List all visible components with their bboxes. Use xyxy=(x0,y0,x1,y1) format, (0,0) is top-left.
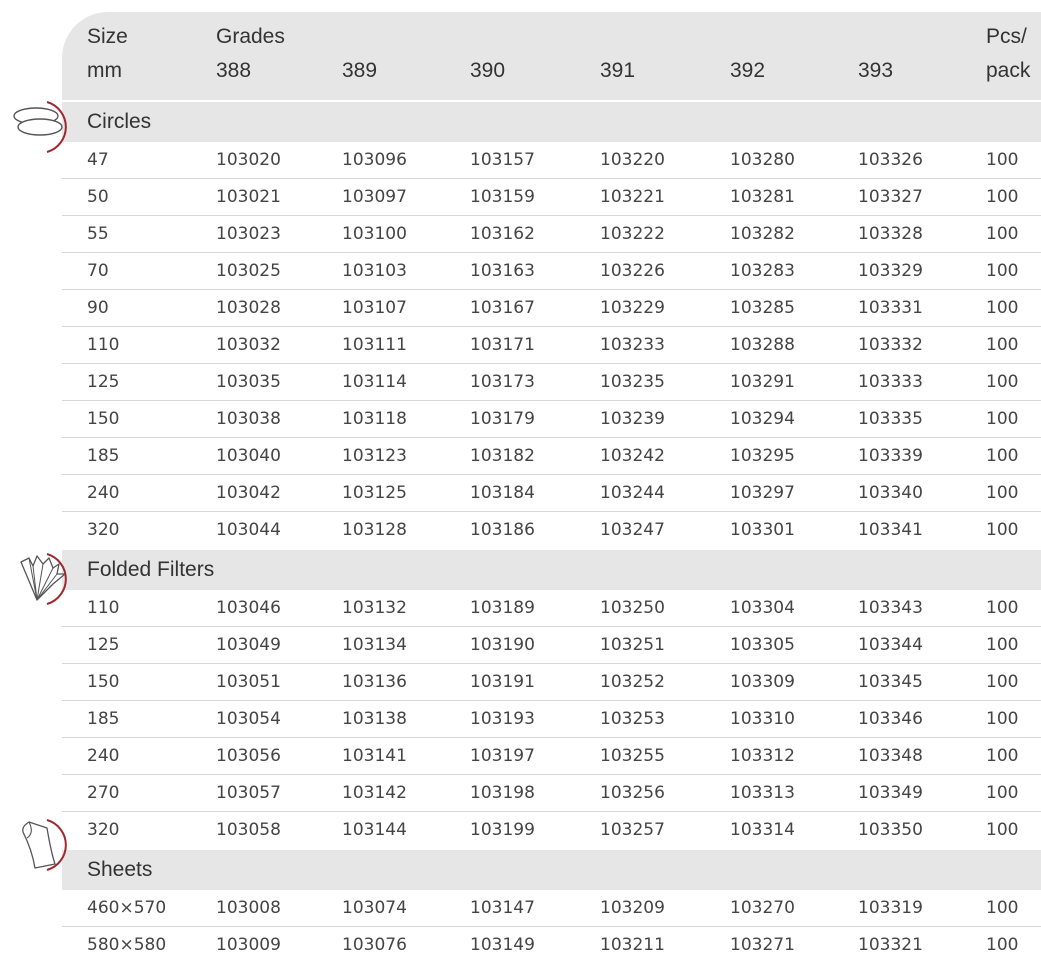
grade-393-cell: 103344 xyxy=(858,635,923,655)
grade-390-cell: 103167 xyxy=(470,298,535,318)
grade-392-cell: 103288 xyxy=(730,335,795,355)
pcs-per-pack-cell: 100 xyxy=(986,598,1019,618)
pcs-per-pack-cell: 100 xyxy=(986,261,1019,281)
grade-388-cell: 103020 xyxy=(216,150,281,170)
grade-391-cell: 103247 xyxy=(600,520,665,540)
pcs-header: Pcs/ xyxy=(986,25,1027,48)
table-row xyxy=(62,216,1041,253)
section-rows-circles xyxy=(62,142,1041,548)
size-cell: 150 xyxy=(87,672,120,692)
grade-392-cell: 103312 xyxy=(730,746,795,766)
grade-390-cell: 103157 xyxy=(470,150,535,170)
grade-392-cell: 103297 xyxy=(730,483,795,503)
grade-header: 391 xyxy=(600,59,636,82)
pack-header: pack xyxy=(986,59,1031,82)
grade-388-cell: 103032 xyxy=(216,335,281,355)
table-row xyxy=(62,738,1041,775)
grade-391-cell: 103244 xyxy=(600,483,665,503)
table-row xyxy=(62,401,1041,438)
pcs-per-pack-cell: 100 xyxy=(986,409,1019,429)
grade-391-cell: 103222 xyxy=(600,224,665,244)
size-cell: 320 xyxy=(87,520,120,540)
grade-header: 393 xyxy=(858,59,894,82)
pcs-per-pack-cell: 100 xyxy=(986,746,1019,766)
grade-390-cell: 103149 xyxy=(470,935,535,955)
size-cell: 580×580 xyxy=(87,935,167,955)
grade-388-cell: 103044 xyxy=(216,520,281,540)
grade-388-cell: 103042 xyxy=(216,483,281,503)
size-cell: 320 xyxy=(87,820,120,840)
grade-393-cell: 103333 xyxy=(858,372,923,392)
grade-392-cell: 103270 xyxy=(730,898,795,918)
pcs-per-pack-cell: 100 xyxy=(986,783,1019,803)
size-cell: 125 xyxy=(87,635,120,655)
grade-392-cell: 103281 xyxy=(730,187,795,207)
section-rows-sheets xyxy=(62,890,1041,963)
pcs-per-pack-cell: 100 xyxy=(986,935,1019,955)
table-row xyxy=(62,627,1041,664)
grade-389-cell: 103100 xyxy=(342,224,407,244)
grade-388-cell: 103025 xyxy=(216,261,281,281)
grade-392-cell: 103280 xyxy=(730,150,795,170)
grade-388-cell: 103023 xyxy=(216,224,281,244)
grade-391-cell: 103252 xyxy=(600,672,665,692)
grade-388-cell: 103058 xyxy=(216,820,281,840)
pcs-per-pack-cell: 100 xyxy=(986,446,1019,466)
grade-390-cell: 103191 xyxy=(470,672,535,692)
grade-388-cell: 103008 xyxy=(216,898,281,918)
grade-389-cell: 103125 xyxy=(342,483,407,503)
grade-390-cell: 103198 xyxy=(470,783,535,803)
grade-389-cell: 103096 xyxy=(342,150,407,170)
grade-393-cell: 103345 xyxy=(858,672,923,692)
grade-393-cell: 103326 xyxy=(858,150,923,170)
grade-388-cell: 103049 xyxy=(216,635,281,655)
size-cell: 240 xyxy=(87,483,120,503)
size-cell: 240 xyxy=(87,746,120,766)
circles-icon xyxy=(7,98,71,154)
table-row xyxy=(62,142,1041,179)
size-cell: 185 xyxy=(87,709,120,729)
grade-391-cell: 103251 xyxy=(600,635,665,655)
grade-389-cell: 103132 xyxy=(342,598,407,618)
grade-391-cell: 103250 xyxy=(600,598,665,618)
grade-392-cell: 103285 xyxy=(730,298,795,318)
pcs-per-pack-cell: 100 xyxy=(986,372,1019,392)
grade-393-cell: 103319 xyxy=(858,898,923,918)
size-cell: 150 xyxy=(87,409,120,429)
table-row xyxy=(62,475,1041,512)
grade-392-cell: 103294 xyxy=(730,409,795,429)
product-table xyxy=(62,12,1041,963)
table-row xyxy=(62,438,1041,475)
table-row xyxy=(62,590,1041,627)
grade-391-cell: 103255 xyxy=(600,746,665,766)
grade-header: 392 xyxy=(730,59,766,82)
table-row xyxy=(62,512,1041,548)
grade-391-cell: 103242 xyxy=(600,446,665,466)
grade-389-cell: 103114 xyxy=(342,372,407,392)
grade-388-cell: 103028 xyxy=(216,298,281,318)
table-row xyxy=(62,890,1041,927)
grade-390-cell: 103162 xyxy=(470,224,535,244)
section-rows-folded-filters xyxy=(62,590,1041,848)
grade-390-cell: 103171 xyxy=(470,335,535,355)
pcs-per-pack-cell: 100 xyxy=(986,635,1019,655)
grade-390-cell: 103163 xyxy=(470,261,535,281)
grade-390-cell: 103189 xyxy=(470,598,535,618)
grade-388-cell: 103057 xyxy=(216,783,281,803)
grade-392-cell: 103313 xyxy=(730,783,795,803)
table-row xyxy=(62,664,1041,701)
grade-390-cell: 103147 xyxy=(470,898,535,918)
grade-392-cell: 103271 xyxy=(730,935,795,955)
grade-390-cell: 103184 xyxy=(470,483,535,503)
size-cell: 110 xyxy=(87,598,120,618)
grade-391-cell: 103253 xyxy=(600,709,665,729)
grade-390-cell: 103186 xyxy=(470,520,535,540)
grade-391-cell: 103209 xyxy=(600,898,665,918)
grade-393-cell: 103349 xyxy=(858,783,923,803)
grade-389-cell: 103076 xyxy=(342,935,407,955)
table-row xyxy=(62,290,1041,327)
grade-391-cell: 103229 xyxy=(600,298,665,318)
grade-393-cell: 103335 xyxy=(858,409,923,429)
grade-392-cell: 103304 xyxy=(730,598,795,618)
grade-392-cell: 103301 xyxy=(730,520,795,540)
grade-389-cell: 103128 xyxy=(342,520,407,540)
size-cell: 460×570 xyxy=(87,898,167,918)
grade-389-cell: 103142 xyxy=(342,783,407,803)
size-cell: 270 xyxy=(87,783,120,803)
section-title: Sheets xyxy=(87,858,153,881)
table-row xyxy=(62,179,1041,216)
grade-390-cell: 103190 xyxy=(470,635,535,655)
grade-393-cell: 103321 xyxy=(858,935,923,955)
pcs-per-pack-cell: 100 xyxy=(986,898,1019,918)
grade-393-cell: 103343 xyxy=(858,598,923,618)
grade-393-cell: 103339 xyxy=(858,446,923,466)
grade-390-cell: 103199 xyxy=(470,820,535,840)
pcs-per-pack-cell: 100 xyxy=(986,298,1019,318)
grade-390-cell: 103182 xyxy=(470,446,535,466)
grade-388-cell: 103046 xyxy=(216,598,281,618)
grade-389-cell: 103144 xyxy=(342,820,407,840)
table-row xyxy=(62,927,1041,963)
grade-393-cell: 103340 xyxy=(858,483,923,503)
size-cell: 185 xyxy=(87,446,120,466)
size-unit-header: mm xyxy=(87,59,122,82)
table-row xyxy=(62,327,1041,364)
grade-391-cell: 103221 xyxy=(600,187,665,207)
grade-388-cell: 103040 xyxy=(216,446,281,466)
grade-393-cell: 103332 xyxy=(858,335,923,355)
grade-393-cell: 103341 xyxy=(858,520,923,540)
grade-389-cell: 103141 xyxy=(342,746,407,766)
table-row xyxy=(62,701,1041,738)
grade-392-cell: 103282 xyxy=(730,224,795,244)
table-row xyxy=(62,775,1041,812)
grade-393-cell: 103350 xyxy=(858,820,923,840)
grade-header: 390 xyxy=(470,59,506,82)
grade-391-cell: 103211 xyxy=(600,935,665,955)
sheet-icon xyxy=(7,816,71,872)
grade-391-cell: 103257 xyxy=(600,820,665,840)
section-title: Circles xyxy=(87,110,152,133)
grade-392-cell: 103295 xyxy=(730,446,795,466)
grade-390-cell: 103179 xyxy=(470,409,535,429)
pcs-per-pack-cell: 100 xyxy=(986,483,1019,503)
grade-389-cell: 103074 xyxy=(342,898,407,918)
pcs-per-pack-cell: 100 xyxy=(986,335,1019,355)
section-circles xyxy=(62,102,1041,142)
grade-388-cell: 103038 xyxy=(216,409,281,429)
size-cell: 55 xyxy=(87,224,109,244)
table-row xyxy=(62,364,1041,401)
grade-393-cell: 103327 xyxy=(858,187,923,207)
grade-388-cell: 103056 xyxy=(216,746,281,766)
size-cell: 47 xyxy=(87,150,109,170)
grade-393-cell: 103348 xyxy=(858,746,923,766)
folded-filter-icon xyxy=(7,550,71,606)
grade-392-cell: 103283 xyxy=(730,261,795,281)
pcs-per-pack-cell: 100 xyxy=(986,820,1019,840)
grade-391-cell: 103226 xyxy=(600,261,665,281)
table-row xyxy=(62,253,1041,290)
grade-388-cell: 103021 xyxy=(216,187,281,207)
grade-392-cell: 103309 xyxy=(730,672,795,692)
pcs-per-pack-cell: 100 xyxy=(986,520,1019,540)
grade-393-cell: 103328 xyxy=(858,224,923,244)
grade-391-cell: 103233 xyxy=(600,335,665,355)
grade-391-cell: 103256 xyxy=(600,783,665,803)
pcs-per-pack-cell: 100 xyxy=(986,150,1019,170)
grade-391-cell: 103220 xyxy=(600,150,665,170)
grade-393-cell: 103346 xyxy=(858,709,923,729)
pcs-per-pack-cell: 100 xyxy=(986,672,1019,692)
grade-392-cell: 103305 xyxy=(730,635,795,655)
grade-391-cell: 103239 xyxy=(600,409,665,429)
grade-389-cell: 103097 xyxy=(342,187,407,207)
section-folded-filters xyxy=(62,550,1041,590)
size-cell: 90 xyxy=(87,298,109,318)
grade-390-cell: 103197 xyxy=(470,746,535,766)
grade-392-cell: 103291 xyxy=(730,372,795,392)
grade-header: 389 xyxy=(342,59,378,82)
grade-389-cell: 103136 xyxy=(342,672,407,692)
grade-388-cell: 103051 xyxy=(216,672,281,692)
grade-388-cell: 103035 xyxy=(216,372,281,392)
size-header: Size xyxy=(87,25,128,48)
grade-391-cell: 103235 xyxy=(600,372,665,392)
grade-393-cell: 103329 xyxy=(858,261,923,281)
grade-389-cell: 103123 xyxy=(342,446,407,466)
section-title: Folded Filters xyxy=(87,558,215,581)
grade-389-cell: 103138 xyxy=(342,709,407,729)
grade-390-cell: 103173 xyxy=(470,372,535,392)
grade-header: 388 xyxy=(216,59,252,82)
grade-388-cell: 103054 xyxy=(216,709,281,729)
size-cell: 50 xyxy=(87,187,109,207)
pcs-per-pack-cell: 100 xyxy=(986,709,1019,729)
grade-389-cell: 103118 xyxy=(342,409,407,429)
size-cell: 110 xyxy=(87,335,120,355)
size-cell: 125 xyxy=(87,372,120,392)
grade-392-cell: 103310 xyxy=(730,709,795,729)
grades-header: Grades xyxy=(216,25,285,48)
grade-392-cell: 103314 xyxy=(730,820,795,840)
pcs-per-pack-cell: 100 xyxy=(986,224,1019,244)
grade-388-cell: 103009 xyxy=(216,935,281,955)
grade-389-cell: 103103 xyxy=(342,261,407,281)
pcs-per-pack-cell: 100 xyxy=(986,187,1019,207)
grade-390-cell: 103159 xyxy=(470,187,535,207)
grade-390-cell: 103193 xyxy=(470,709,535,729)
grade-389-cell: 103111 xyxy=(342,335,407,355)
section-sheets xyxy=(62,850,1041,890)
table-row xyxy=(62,812,1041,848)
table-header xyxy=(62,12,1041,100)
size-cell: 70 xyxy=(87,261,109,281)
grade-389-cell: 103107 xyxy=(342,298,407,318)
grade-389-cell: 103134 xyxy=(342,635,407,655)
grade-393-cell: 103331 xyxy=(858,298,923,318)
